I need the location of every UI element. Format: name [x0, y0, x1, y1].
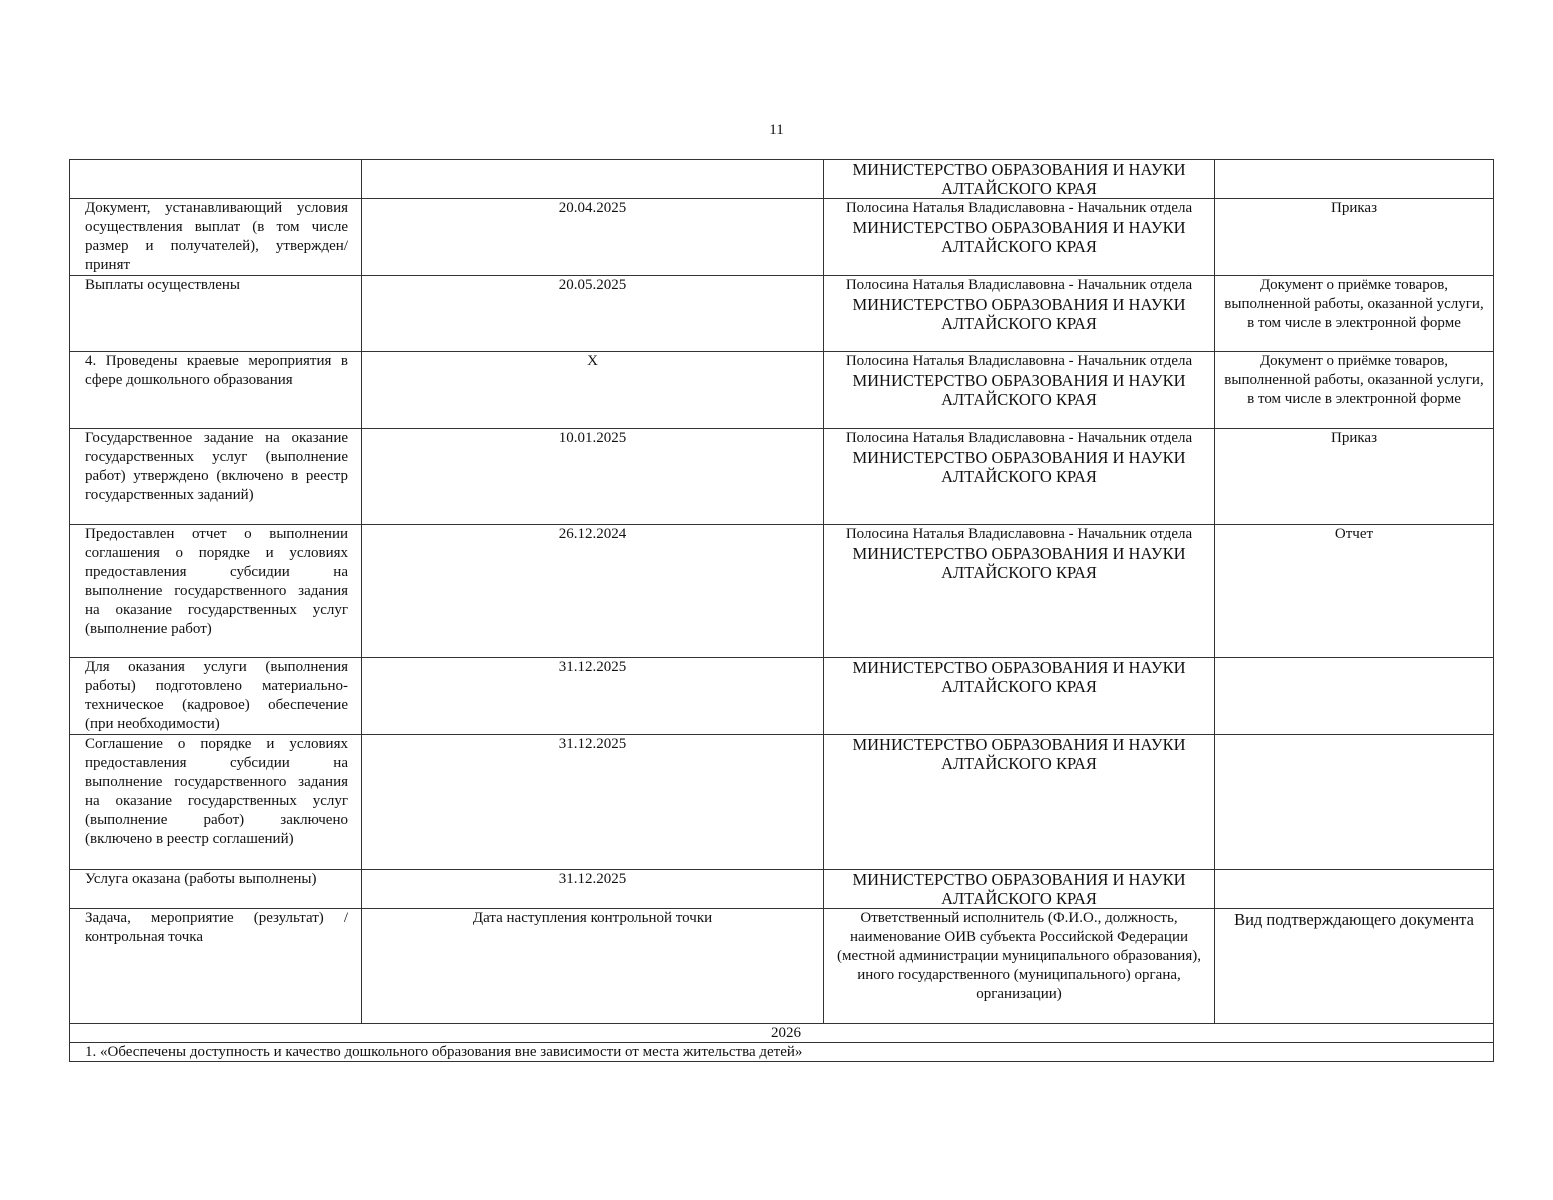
responsible-cell [824, 276, 1215, 352]
responsible-person: Полосина Наталья Владиславовна - Начальник отдела [845, 200, 1193, 216]
table-row [70, 199, 1494, 276]
document-type-cell: Приказ [1215, 429, 1494, 525]
document-type-cell: Документ о приёмке товаров, выполненной работы, оказанной услуги, в том числе в электронной форме [1215, 276, 1494, 352]
responsible-person: Полосина Наталья Владиславовна - Начальник отдела [845, 277, 1193, 293]
control-points-table [69, 159, 1494, 1062]
ministry-name: МИНИСТЕРСТВО ОБРАЗОВАНИЯ И НАУКИ АЛТАЙСКОГО КРАЯ [852, 870, 1186, 908]
date-cell: 31.12.2025 [362, 735, 824, 870]
ministry-name: МИНИСТЕРСТВО ОБРАЗОВАНИЯ И НАУКИ АЛТАЙСКОГО КРАЯ [852, 658, 1186, 696]
responsible-person: Полосина Наталья Владиславовна - Начальник отдела [845, 430, 1193, 446]
table-row [70, 429, 1494, 525]
table-row [70, 735, 1494, 870]
table-row [70, 525, 1494, 658]
date-cell: 31.12.2025 [362, 658, 824, 735]
table-row [70, 276, 1494, 352]
ministry-name: МИНИСТЕРСТВО ОБРАЗОВАНИЯ И НАУКИ АЛТАЙСКОГО КРАЯ [852, 735, 1186, 773]
responsible-cell [824, 658, 1215, 735]
header-document-type [1215, 909, 1494, 1024]
task-cell: Для оказания услуги (выполнения работы) подготовлено материально-техническое (кадровое) обеспечение (при необходимости) [70, 658, 362, 735]
document-type-cell [1215, 870, 1494, 909]
task-cell: Соглашение о порядке и условиях предоставления субсидии на выполнение государственного задания на оказание государственных услуг (выполнение работ) заключено (включено в реестр соглашений) [70, 735, 362, 870]
task-cell [70, 160, 362, 199]
ministry-name: МИНИСТЕРСТВО ОБРАЗОВАНИЯ И НАУКИ АЛТАЙСКОГО КРАЯ [852, 448, 1186, 486]
document-type-cell: Документ о приёмке товаров, выполненной работы, оказанной услуги, в том числе в электронной форме [1215, 352, 1494, 429]
document-type-cell [1215, 160, 1494, 199]
document-type-cell: Отчет [1215, 525, 1494, 658]
header-row [70, 909, 1494, 1024]
responsible-cell [824, 735, 1215, 870]
responsible-cell [824, 352, 1215, 429]
header-document-type-text: Вид подтверждающего документа [1234, 910, 1474, 929]
responsible-cell [824, 429, 1215, 525]
ministry-name: МИНИСТЕРСТВО ОБРАЗОВАНИЯ И НАУКИ АЛТАЙСКОГО КРАЯ [852, 218, 1186, 256]
date-cell: X [362, 352, 824, 429]
date-cell: 26.12.2024 [362, 525, 824, 658]
table-row [70, 160, 1494, 199]
section-row [70, 1043, 1494, 1062]
date-cell: 31.12.2025 [362, 870, 824, 909]
responsible-cell [824, 525, 1215, 658]
date-cell: 20.05.2025 [362, 276, 824, 352]
date-cell [362, 160, 824, 199]
task-cell: 4. Проведены краевые мероприятия в сфере дошкольного образования [70, 352, 362, 429]
header-date: Дата наступления контрольной точки [362, 909, 824, 1024]
ministry-name: МИНИСТЕРСТВО ОБРАЗОВАНИЯ И НАУКИ АЛТАЙСКОГО КРАЯ [852, 544, 1186, 582]
year-cell: 2026 [70, 1024, 1494, 1043]
document-type-cell: Приказ [1215, 199, 1494, 276]
responsible-person: Полосина Наталья Владиславовна - Начальник отдела [845, 526, 1193, 542]
document-type-cell [1215, 735, 1494, 870]
header-task: Задача, мероприятие (результат) / контрольная точка [70, 909, 362, 1024]
header-responsible: Ответственный исполнитель (Ф.И.О., должность, наименование ОИВ субъекта Российской Федерации (местной администрации муниципального образования), иного государственного (муниципального) органа, организации) [824, 909, 1215, 1024]
table-row [70, 870, 1494, 909]
section-title: 1. «Обеспечены доступность и качество дошкольного образования вне зависимости от места жительства детей» [70, 1043, 1494, 1062]
responsible-cell [824, 199, 1215, 276]
task-cell: Документ, устанавливающий условия осуществления выплат (в том числе размер и получателей), утвержден/принят [70, 199, 362, 276]
responsible-person: Полосина Наталья Владиславовна - Начальник отдела [845, 353, 1193, 369]
ministry-name: МИНИСТЕРСТВО ОБРАЗОВАНИЯ И НАУКИ АЛТАЙСКОГО КРАЯ [852, 160, 1186, 198]
page-number: 11 [769, 122, 784, 138]
responsible-cell [824, 870, 1215, 909]
table-row [70, 352, 1494, 429]
responsible-cell [824, 160, 1215, 199]
ministry-name: МИНИСТЕРСТВО ОБРАЗОВАНИЯ И НАУКИ АЛТАЙСКОГО КРАЯ [852, 295, 1186, 333]
task-cell: Государственное задание на оказание государственных услуг (выполнение работ) утверждено (включено в реестр государственных заданий) [70, 429, 362, 525]
date-cell: 10.01.2025 [362, 429, 824, 525]
task-cell: Выплаты осуществлены [70, 276, 362, 352]
task-cell: Услуга оказана (работы выполнены) [70, 870, 362, 909]
ministry-name: МИНИСТЕРСТВО ОБРАЗОВАНИЯ И НАУКИ АЛТАЙСКОГО КРАЯ [852, 371, 1186, 409]
table-row [70, 658, 1494, 735]
date-cell: 20.04.2025 [362, 199, 824, 276]
task-cell: Предоставлен отчет о выполнении соглашения о порядке и условиях предоставления субсидии на выполнение государственного задания на оказание государственных услуг (выполнение работ) [70, 525, 362, 658]
year-row [70, 1024, 1494, 1043]
document-type-cell [1215, 658, 1494, 735]
